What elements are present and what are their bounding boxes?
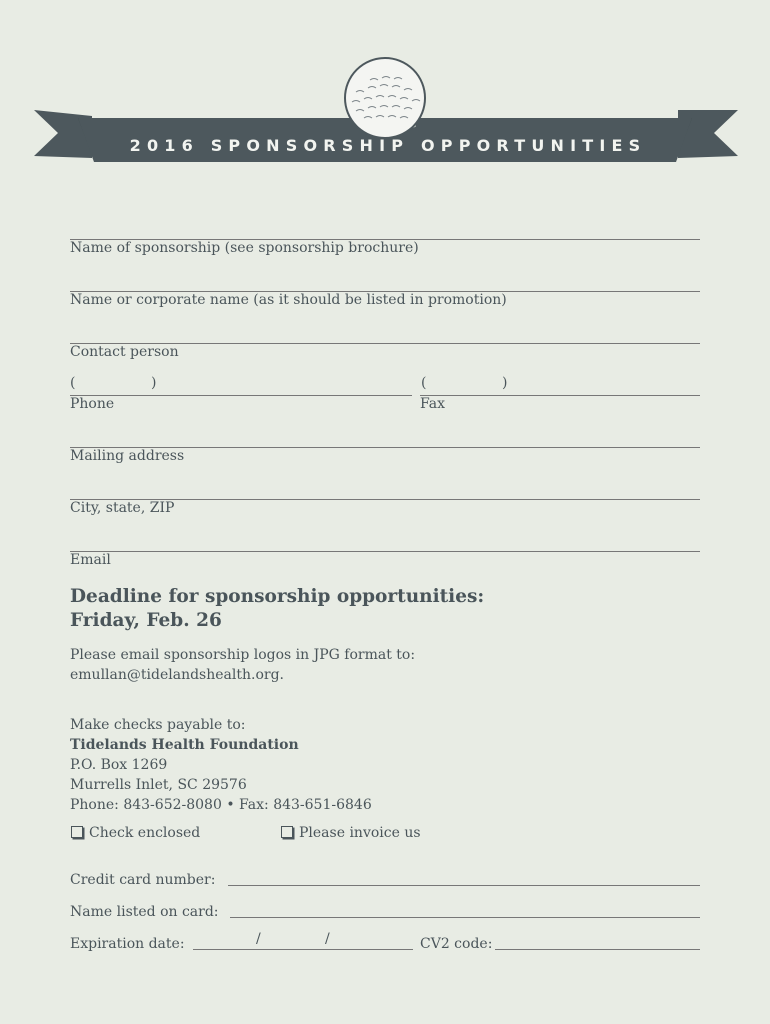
cv2-line[interactable] — [495, 949, 700, 950]
foundation-name: Tidelands Health Foundation — [70, 737, 299, 753]
corporate-name-label: Name or corporate name (as it should be listed in promotion) — [70, 292, 507, 308]
phone-fax: Phone: 843-652-8080 • Fax: 843-651-6846 — [70, 797, 372, 813]
golf-ball-icon — [345, 58, 425, 138]
invoice-label: Please invoice us — [299, 825, 421, 841]
phone-area-close: ) — [151, 375, 157, 391]
email-label: Email — [70, 552, 111, 568]
city-state-zip-label: City, state, ZIP — [70, 500, 175, 516]
po-box: P.O. Box 1269 — [70, 757, 168, 773]
checks-intro: Make checks payable to: — [70, 717, 246, 733]
phone-label: Phone — [70, 396, 115, 412]
name-on-card-label: Name listed on card: — [70, 904, 219, 920]
fax-label: Fax — [420, 396, 446, 412]
expiration-slash-1: / — [256, 931, 261, 947]
fax-area-open: ( — [421, 375, 427, 391]
deadline-heading: Deadline for sponsorship opportunities: — [70, 586, 485, 607]
expiration-slash-2: / — [325, 931, 330, 947]
mailing-address-label: Mailing address — [70, 448, 185, 464]
sponsorship-name-label: Name of sponsorship (see sponsorship brochure) — [70, 240, 419, 256]
logos-instruction: Please email sponsorship logos in JPG format to: — [70, 647, 416, 663]
contact-person-label: Contact person — [70, 344, 179, 360]
logos-email[interactable]: emullan@tidelandshealth.org. — [70, 667, 284, 683]
checkbox-icon[interactable] — [71, 826, 83, 838]
fax-area-close: ) — [502, 375, 508, 391]
card-number-label: Credit card number: — [70, 872, 216, 888]
invoice-option[interactable] — [281, 825, 421, 841]
email-line[interactable] — [70, 551, 700, 552]
cv2-label: CV2 code: — [420, 936, 493, 952]
fax-line[interactable] — [420, 395, 700, 396]
check-enclosed-option[interactable] — [71, 825, 200, 841]
phone-area-open: ( — [70, 375, 76, 391]
city-address: Murrells Inlet, SC 29576 — [70, 777, 247, 793]
card-number-line[interactable] — [228, 885, 700, 886]
deadline-date: Friday, Feb. 26 — [70, 610, 222, 631]
phone-line[interactable] — [70, 395, 412, 396]
page-title: 2016 SPONSORSHIP OPPORTUNITIES — [129, 136, 647, 155]
expiration-label: Expiration date: — [70, 936, 185, 952]
name-on-card-line[interactable] — [230, 917, 700, 918]
check-enclosed-label: Check enclosed — [89, 825, 201, 841]
checkbox-icon[interactable] — [281, 826, 293, 838]
expiration-line[interactable] — [193, 949, 413, 950]
